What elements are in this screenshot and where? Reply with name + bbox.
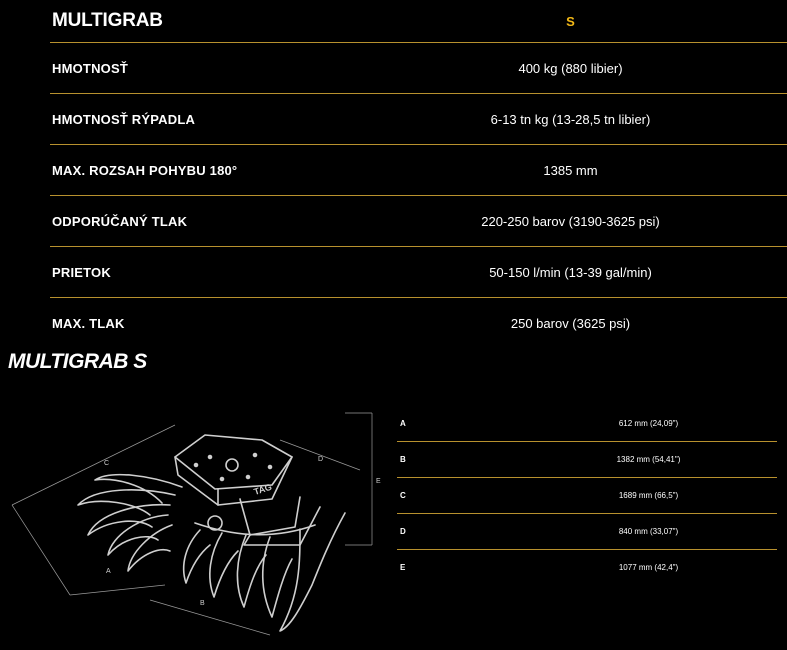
dimension-label-c: C [104, 460, 110, 467]
spec-row-flow [50, 247, 787, 298]
spec-value: 1385 mm [543, 162, 598, 178]
spec-header-row [50, 0, 787, 43]
brand-logo: TAG [252, 481, 274, 497]
spec-row-max-pressure [50, 298, 787, 348]
spec-label: HMOTNOSŤ RÝPADLA [52, 111, 196, 127]
dimension-row-e [397, 550, 777, 585]
spec-value: 6-13 tn kg (13-28,5 tn libier) [490, 111, 651, 127]
dimension-row-c [397, 478, 777, 514]
dimension-row-d [397, 514, 777, 550]
spec-row-max-range [50, 145, 787, 196]
dimension-value: 1382 mm (54,41") [616, 455, 681, 464]
spec-label: PRIETOK [52, 264, 111, 280]
dimension-value: 612 mm (24,09") [618, 419, 679, 428]
spec-label: ODPORÚČANÝ TLAK [52, 213, 188, 229]
model-name: S [566, 13, 575, 29]
product-name: MULTIGRAB [52, 10, 163, 31]
grapple-technical-drawing [0, 395, 390, 645]
dimension-value: 1077 mm (42,4") [618, 563, 679, 572]
dimension-row-a [397, 406, 777, 442]
dimension-label-e: E [376, 478, 381, 485]
dimension-letter: D [400, 527, 406, 536]
dimension-letter: A [400, 419, 406, 428]
spec-label: MAX. TLAK [52, 315, 125, 331]
spec-row-recommended-pressure [50, 196, 787, 247]
spec-label: HMOTNOSŤ [52, 60, 128, 76]
spec-value: 250 barov (3625 psi) [510, 315, 631, 331]
spec-label: MAX. ROZSAH POHYBU 180° [52, 162, 238, 178]
dimension-label-d: D [318, 456, 324, 463]
dimension-value: 1689 mm (66,5") [618, 491, 679, 500]
spec-row-excavator-weight [50, 94, 787, 145]
spec-value: 400 kg (880 libier) [518, 60, 623, 76]
dimension-letter: B [400, 455, 406, 464]
dimension-letter: C [400, 491, 406, 500]
dimension-label-a: A [106, 568, 111, 575]
dimension-table [397, 406, 777, 585]
section-title: MULTIGRAB S [8, 350, 147, 373]
spec-value: 220-250 barov (3190-3625 psi) [481, 213, 660, 229]
dimension-value: 840 mm (33,07") [618, 527, 679, 536]
spec-row-weight [50, 43, 787, 94]
dimension-letter: E [400, 563, 406, 572]
dimension-row-b [397, 442, 777, 478]
spec-table [50, 0, 787, 348]
dimension-label-b: B [200, 600, 205, 607]
spec-value: 50-150 l/min (13-39 gal/min) [489, 264, 652, 280]
